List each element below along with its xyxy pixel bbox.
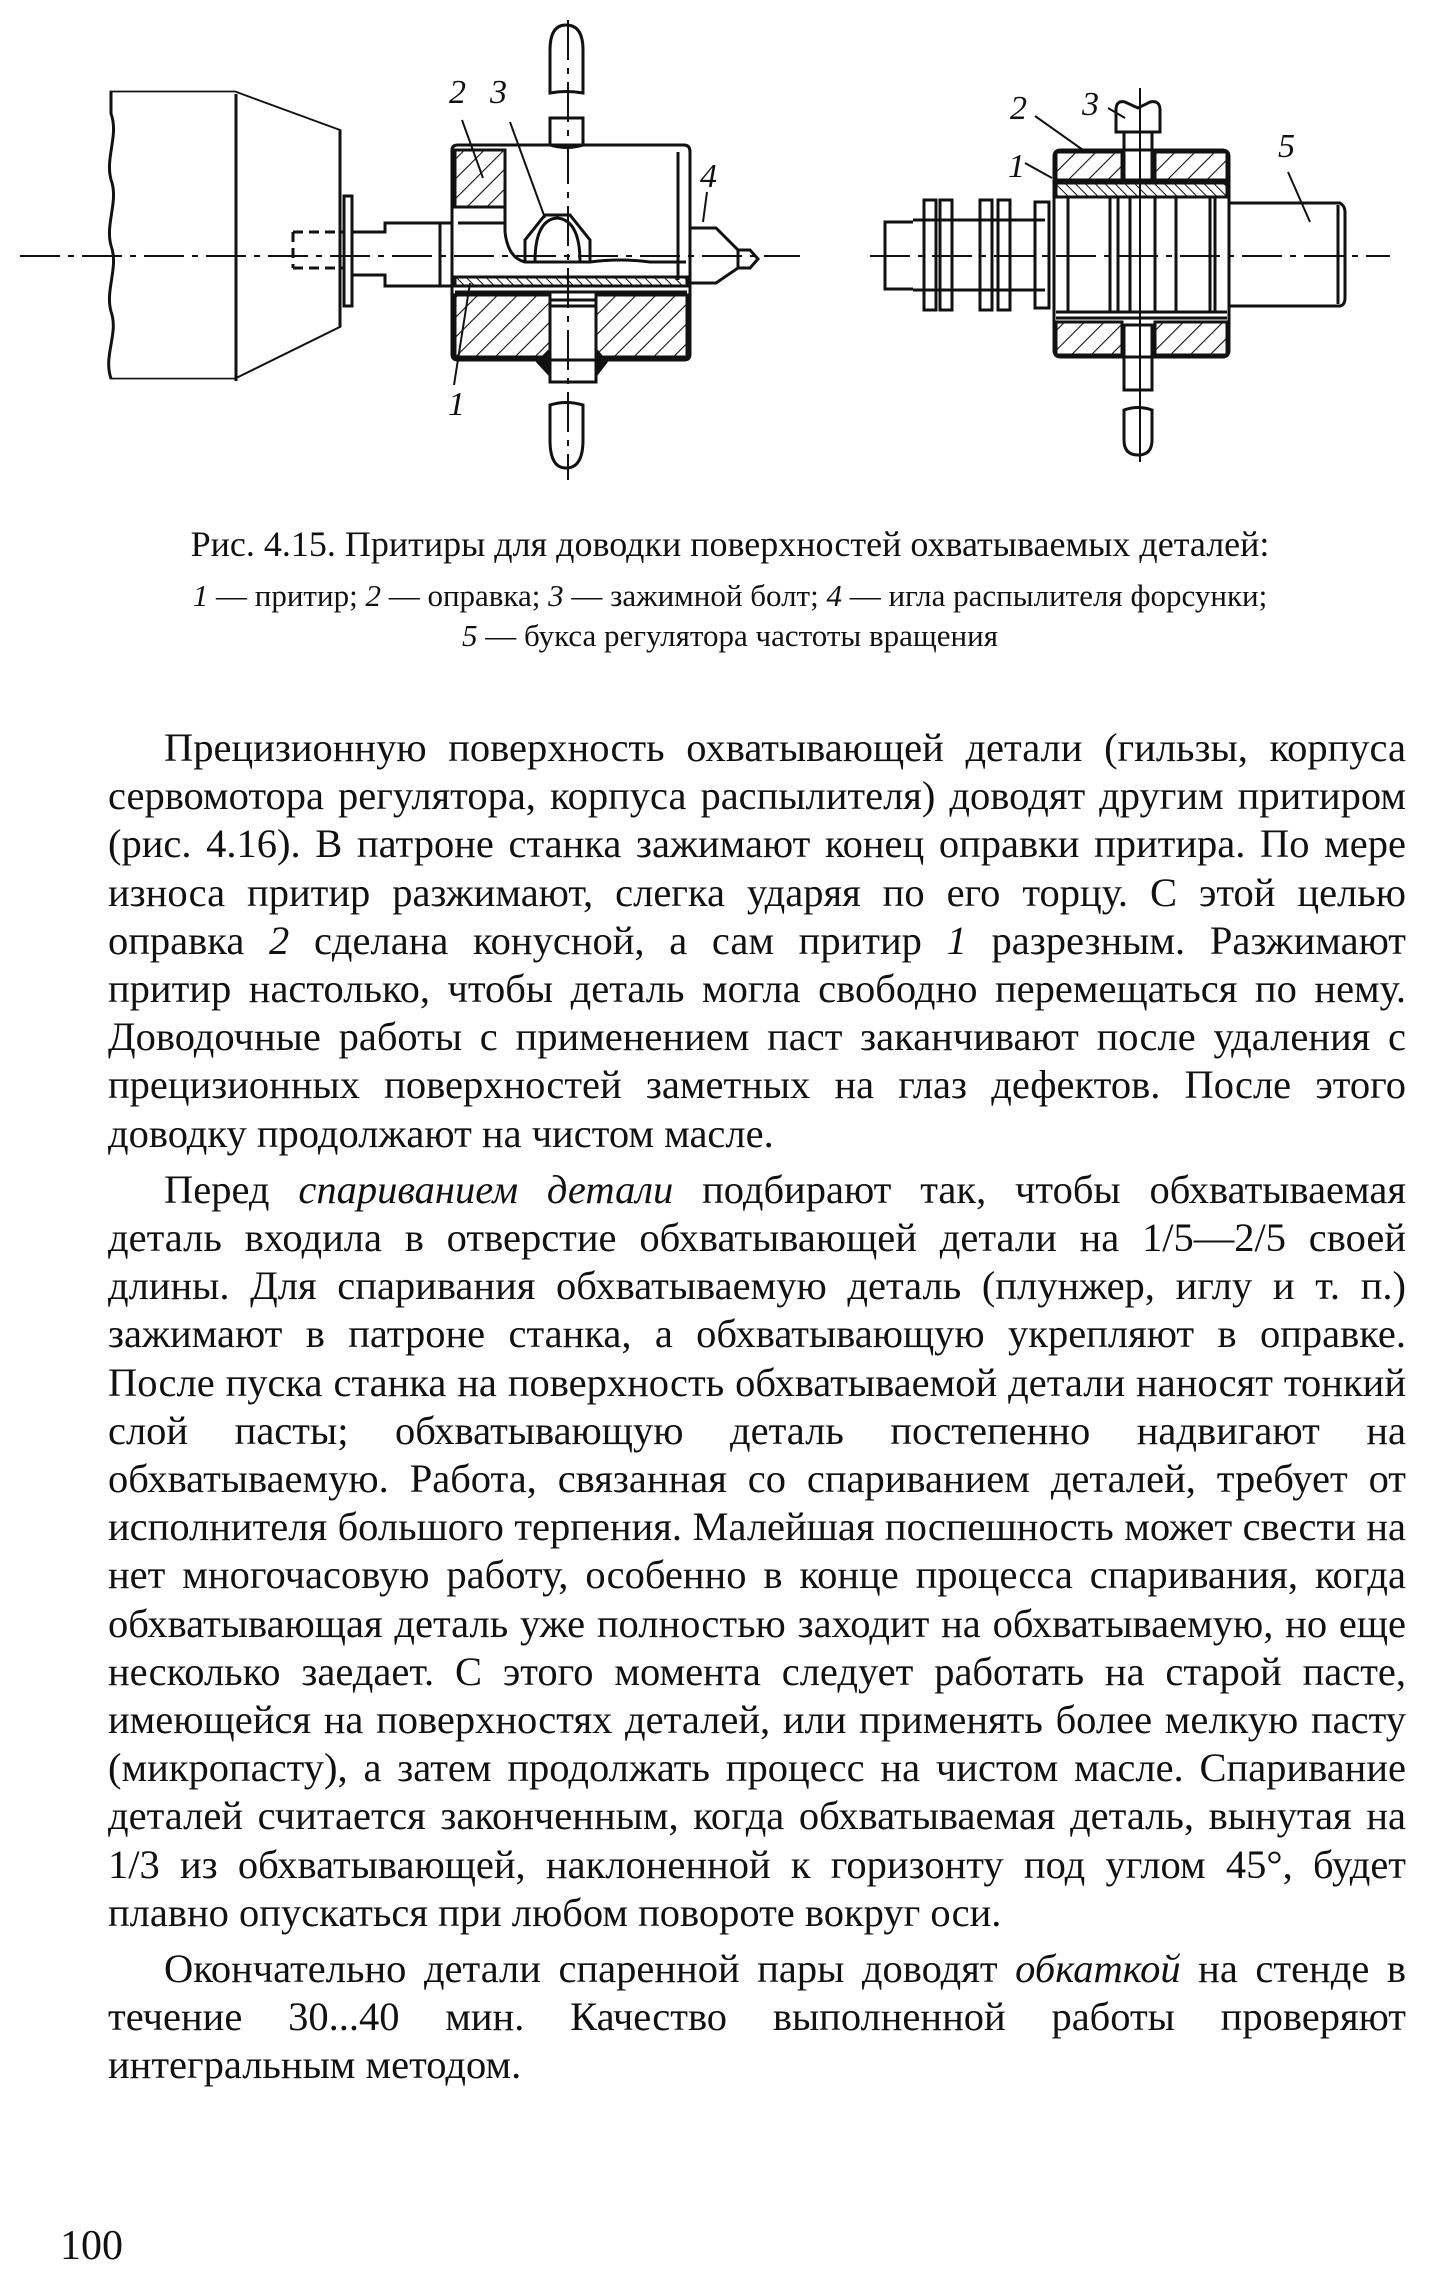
figure-caption-legend — [60, 576, 1400, 656]
paragraph-text: на стенде в течение 30...40 мин. Качество выполненной работы проверяют интегральным методом. — [108, 1946, 1406, 2088]
figure-label-2-left: 2 — [449, 74, 466, 111]
emphasized-term: обкаткой — [1015, 1946, 1181, 1992]
part-number-ref: 2 — [269, 917, 290, 963]
figure-label-4-left: 4 — [700, 158, 717, 195]
caption-legend-line-2 — [60, 616, 1400, 656]
body-text — [108, 724, 1406, 2090]
paragraph-2 — [108, 1166, 1406, 1937]
page-number: 100 — [60, 2223, 123, 2269]
paragraph-text: сделана конусной, а сам притир — [289, 917, 947, 963]
legend-num: 4 — [826, 578, 842, 613]
caption-legend-line-1 — [60, 576, 1400, 616]
legend-num: 3 — [548, 578, 564, 613]
machine-chuck — [109, 92, 340, 379]
legend-num: 2 — [365, 578, 381, 613]
legend-text: — оправка; — [380, 578, 549, 613]
legend-text: — игла распылителя форсунки; — [841, 578, 1268, 613]
figure-label-1-right: 1 — [1008, 148, 1025, 185]
right-drawing — [870, 88, 1390, 462]
figure-label-2-right: 2 — [1010, 90, 1027, 127]
paragraph-text: Окончательно детали спаренной пары доводят — [164, 1946, 1016, 1992]
figure-label-3-left: 3 — [490, 74, 507, 111]
figure-label-5-right: 5 — [1278, 128, 1295, 165]
emphasized-term: спариванием детали — [298, 1166, 674, 1212]
legend-text: — притир; — [208, 578, 366, 613]
paragraph-text: подбирают так, чтобы обхватываемая деталь входила в отверстие обхватывающей детали на 1/5—2/5 своей длины. Для спаривания обхватываемую деталь (плунжер, иглу и т. п.) зажимают в патроне станка, а обхватывающую укрепляют в оправке. После пуска станка на поверхность обхватываемой детали наносят тонкий слой пасты; обхватывающую деталь постепенно надвигают на обхватываемую. Работа, связанная со спариванием деталей, требует от исполнителя большого терпения. Малейшая поспешность может свести на нет многочасовую работу, особенно в конце процесса спаривания, когда обхватывающая деталь уже полностью заходит на обхватываемую, но еще несколько заедает. С этого момента следует работать на старой пасте, имеющейся на поверхностях деталей, или применять более мелкую пасту (микропасту), а затем продолжать процесс на чистом масле. Спаривание деталей считается законченным, когда обхватываемая деталь, вынутая на 1/3 из обхватывающей, наклоненной к горизонту под углом 45°, будет плавно опускаться при любом повороте вокруг оси. — [108, 1166, 1406, 1935]
figure-caption-title: Рис. 4.15. Притиры для доводки поверхностей охватываемых деталей: — [190, 524, 1270, 564]
left-drawing — [20, 20, 800, 480]
lapping-tools-drawing — [0, 0, 1456, 500]
paragraph-text: Перед — [164, 1166, 299, 1212]
part-number-ref: 1 — [946, 917, 967, 963]
figure-4-15 — [0, 0, 1456, 500]
figure-label-1-left: 1 — [448, 386, 465, 423]
legend-text: — букса регулятора частоты вращения — [477, 618, 998, 653]
legend-text: — зажимной болт; — [563, 578, 827, 613]
paragraph-text: разрезным. Разжимают притир настолько, чтобы деталь могла свободно перемещаться по нему. Доводочные работы с применением паст заканчивают после удаления с прецизионных поверхностей заметных на глаз дефектов. После этого доводку продолжают на чистом масле. — [108, 917, 1406, 1156]
legend-num: 5 — [462, 618, 478, 653]
paragraph-3 — [108, 1945, 1406, 2090]
legend-num: 1 — [192, 578, 209, 613]
figure-label-3-right: 3 — [1082, 86, 1099, 123]
paragraph-text: Прецизионную поверхность охватывающей детали (гильзы, корпуса сервомотора регулятора, корпуса распылителя) доводят другим притиром (рис. 4.16). В патроне станка зажимают конец оправки притира. По мере износа притир разжимают, слегка ударяя по его торцу. С этой целью оправка — [108, 725, 1406, 963]
paragraph-1 — [108, 724, 1406, 1158]
